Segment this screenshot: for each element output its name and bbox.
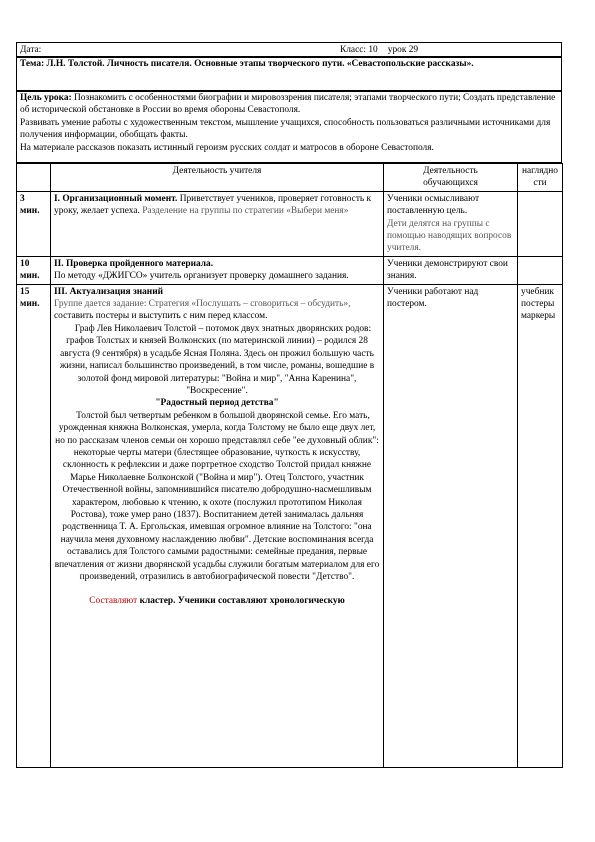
students-cell <box>384 256 518 284</box>
header-students <box>384 164 518 192</box>
time-unit: мин. <box>20 299 40 310</box>
time-value: 10 <box>20 258 30 269</box>
table-row <box>17 256 563 284</box>
goal-line-1: Познакомить с особенностями биографии и мировоззрения писателя; этапами творческого пути; Создать представление об исторической обстановке в России во время обороны Севастополя. <box>20 93 556 116</box>
time-value: 15 <box>20 286 30 297</box>
class-lesson <box>340 44 418 56</box>
teacher-cell <box>51 191 384 256</box>
visual-cell <box>518 284 563 767</box>
cluster-text-red: Составляют <box>89 596 138 607</box>
lesson-label: урок 29 <box>387 45 419 55</box>
header-visual-1: наглядно <box>521 166 558 176</box>
date-label: Дата: <box>20 45 42 55</box>
bio-paragraph-2: Толстой был четвертым ребенком в большой дворянской семье. Его мать, урожденная княжна Волконская, умерла, когда Толстому не было еще двух лет, но по рассказам членов семьи он хорошо представлял себе "ее духовный облик": некоторые черты матери (блестящее образование, чуткость к искусству, склонность к рефлексии и даже портретное сходство Толстой придал княжне Марье Николаевне Болконской ("Война и мир"). Отец Толстого, участник Отечественной войны, запомнившийся писателю добродушно-насмешливым характером, любовью к чтению, к охоте (послужил прототипом Николая Ростова), тоже умер рано (1837). Воспитанием детей занималась дальняя родственница Т. А. Ергольская, имевшая огромное влияние на Толстого: "она научила меня духовному наслаждению любви". Детские воспоминания всегда оставались для Толстого самыми радостными: семейные предания, первые впечатления от жизни дворянской усадьбы служили богатым материалом для его произведений, отразились в автобиографической повести "Детство". <box>54 410 380 582</box>
visual-cell <box>518 256 563 284</box>
visual-item: постеры <box>521 299 555 310</box>
header-visual <box>518 164 563 192</box>
time-cell <box>17 284 51 767</box>
teacher-cell <box>51 256 384 284</box>
goal-label: Цель урока: <box>20 93 72 103</box>
teacher-text: По методу «ДЖИГСО» учитель организует проверку домашнего задания. <box>54 271 349 282</box>
lesson-table <box>16 163 563 768</box>
visual-item: маркеры <box>521 311 556 322</box>
teacher-cell <box>51 284 384 767</box>
time-cell <box>17 256 51 284</box>
class-label: Класс: 10 <box>340 45 378 55</box>
header-time <box>17 164 51 192</box>
bio-paragraph-1: Граф Лев Николаевич Толстой – потомок двух знатных дворянских родов: графов Толстых и князей Волконских (по материнской линии) – родился 28 августа (9 сентября) в усадьбе Ясная Поляна. Здесь он прожил большую часть жизни, написал большинство произведений, в том числе, романы, вошедшие в золотой фонд мировой литературы: "Война и мир", "Анна Каренина", "Воскресение". <box>59 323 375 396</box>
goal-line-3: На материале рассказов показать истинный героизм русских солдат и матросов в обороне Севастополя. <box>20 142 434 153</box>
students-text: Ученики демонстрируют свои знания. <box>387 258 508 282</box>
header-students-2: обучающихся <box>423 178 478 189</box>
table-row <box>17 284 563 767</box>
cluster-text-bold: кластер. Ученики составляют хронологическую <box>139 596 345 607</box>
stage-title: III. Актуализация знаний <box>54 286 164 297</box>
students-cell <box>384 284 518 767</box>
time-cell <box>17 191 51 256</box>
time-value: 3 <box>20 193 25 204</box>
task-text-2: составить постеры и выступить с ним перед классом. <box>54 311 268 322</box>
goals-row <box>16 91 562 163</box>
students-cell <box>384 191 518 256</box>
time-unit: мин. <box>20 271 40 282</box>
students-text-gray: Дети делятся на группы с помощью наводящих вопросов учителя. <box>387 218 512 254</box>
visual-cell <box>518 191 563 256</box>
task-text: Группе дается задание: Стратегия «Послушать – сговориться – обсудить», <box>54 299 351 310</box>
header-students-1: Деятельность <box>423 166 478 176</box>
teacher-text: Приветствует учеников, проверяет готовность к уроку, желает успеха. <box>54 193 372 217</box>
table-header-row <box>17 164 563 192</box>
header-visual-2: сти <box>533 178 547 189</box>
cluster-line <box>54 595 380 607</box>
topic-label: Тема: <box>20 59 45 69</box>
topic-row <box>16 57 562 91</box>
students-text: Ученики работают над постером. <box>387 286 479 310</box>
visual-item: учебник <box>521 286 554 297</box>
stage-title: II. Проверка пройденного материала. <box>54 258 214 269</box>
time-unit: мин. <box>20 206 40 217</box>
goal-line-2: Развивать умение работы с художественным текстом, мышление учащихся, способность пользоваться различными источниками для получения информации, обобщать факты. <box>20 117 551 141</box>
childhood-title: "Радостный период детства" <box>155 398 279 409</box>
topic-text: Л.Н. Толстой. Личность писателя. Основные этапы творческого пути. «Севастопольские рассказы». <box>46 59 474 69</box>
table-row <box>17 191 563 256</box>
stage-title: I. Организационный момент. <box>54 193 178 204</box>
header-teacher: Деятельность учителя <box>51 164 384 192</box>
teacher-text-gray: Разделение на группы по стратегии «Выбери меня» <box>142 206 349 217</box>
date-row <box>16 42 562 57</box>
students-text: Ученики осмысливают поставленную цель. <box>387 193 480 217</box>
